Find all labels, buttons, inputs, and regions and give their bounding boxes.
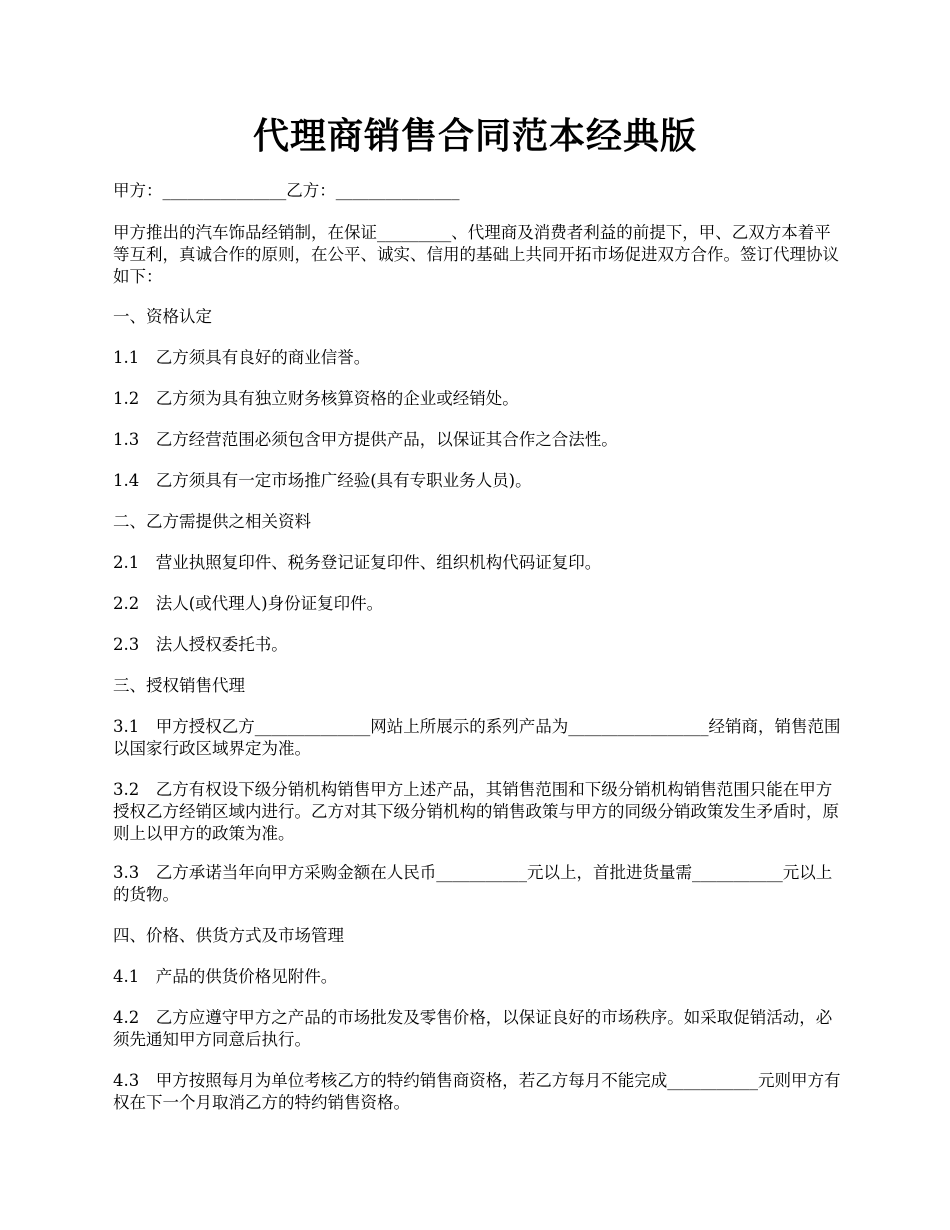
intro-paragraph: 甲方推出的汽车饰品经销制，在保证_________、代理商及消费者利益的前提下，甲、乙双方本着平等互利，真诚合作的原则，在公平、诚实、信用的基础上共同开拓市场促进双方合作。签订代理协议如下： <box>113 223 839 286</box>
clause-2-2: 2.2 法人(或代理人)身份证复印件。 <box>113 594 384 613</box>
clause-1-4: 1.4 乙方须具有一定市场推广经验(具有专职业务人员)。 <box>113 471 532 490</box>
document-title: 代理商销售合同范本经典版 <box>252 115 697 157</box>
section-3-heading: 三、授权销售代理 <box>113 676 245 695</box>
clause-1-1: 1.1 乙方须具有良好的商业信誉。 <box>113 348 371 367</box>
clause-1-2: 1.2 乙方须为具有独立财务核算资格的企业或经销处。 <box>113 389 519 408</box>
clause-2-1: 2.1 营业执照复印件、税务登记证复印件、组织机构代码证复印。 <box>113 553 602 572</box>
section-2-heading: 二、乙方需提供之相关资料 <box>113 512 311 531</box>
clause-3-2: 3.2 乙方有权设下级分销机构销售甲方上述产品，其销售范围和下级分销机构销售范围只能在甲方授权乙方经销区域内进行。乙方对其下级分销机构的销售政策与甲方的同级分销政策发生矛盾时，原则上以甲方的政策为准。 <box>113 780 839 843</box>
clause-2-3: 2.3 法人授权委托书。 <box>113 635 288 654</box>
parties-line: 甲方：_______________乙方：_______________ <box>113 181 460 200</box>
clause-4-1: 4.1 产品的供货价格见附件。 <box>113 967 338 986</box>
section-1-heading: 一、资格认定 <box>113 307 212 326</box>
section-4-heading: 四、价格、供货方式及市场管理 <box>113 926 344 945</box>
clause-4-3: 4.3 甲方按照每月为单位考核乙方的特约销售商资格，若乙方每月不能完成___________元则甲方有权在下一个月取消乙方的特约销售资格。 <box>113 1071 841 1112</box>
clause-3-3: 3.3 乙方承诺当年向甲方采购金额在人民币___________元以上，首批进货量需___________元以上的货物。 <box>113 863 833 904</box>
clause-4-2: 4.2 乙方应遵守甲方之产品的市场批发及零售价格，以保证良好的市场秩序。如采取促销活动，必须先通知甲方同意后执行。 <box>113 1008 833 1049</box>
clause-3-1: 3.1 甲方授权乙方______________网站上所展示的系列产品为_________________经销商，销售范围以国家行政区域界定为准。 <box>113 717 841 758</box>
clause-1-3: 1.3 乙方经营范围必须包含甲方提供产品，以保证其合作之合法性。 <box>113 430 618 449</box>
